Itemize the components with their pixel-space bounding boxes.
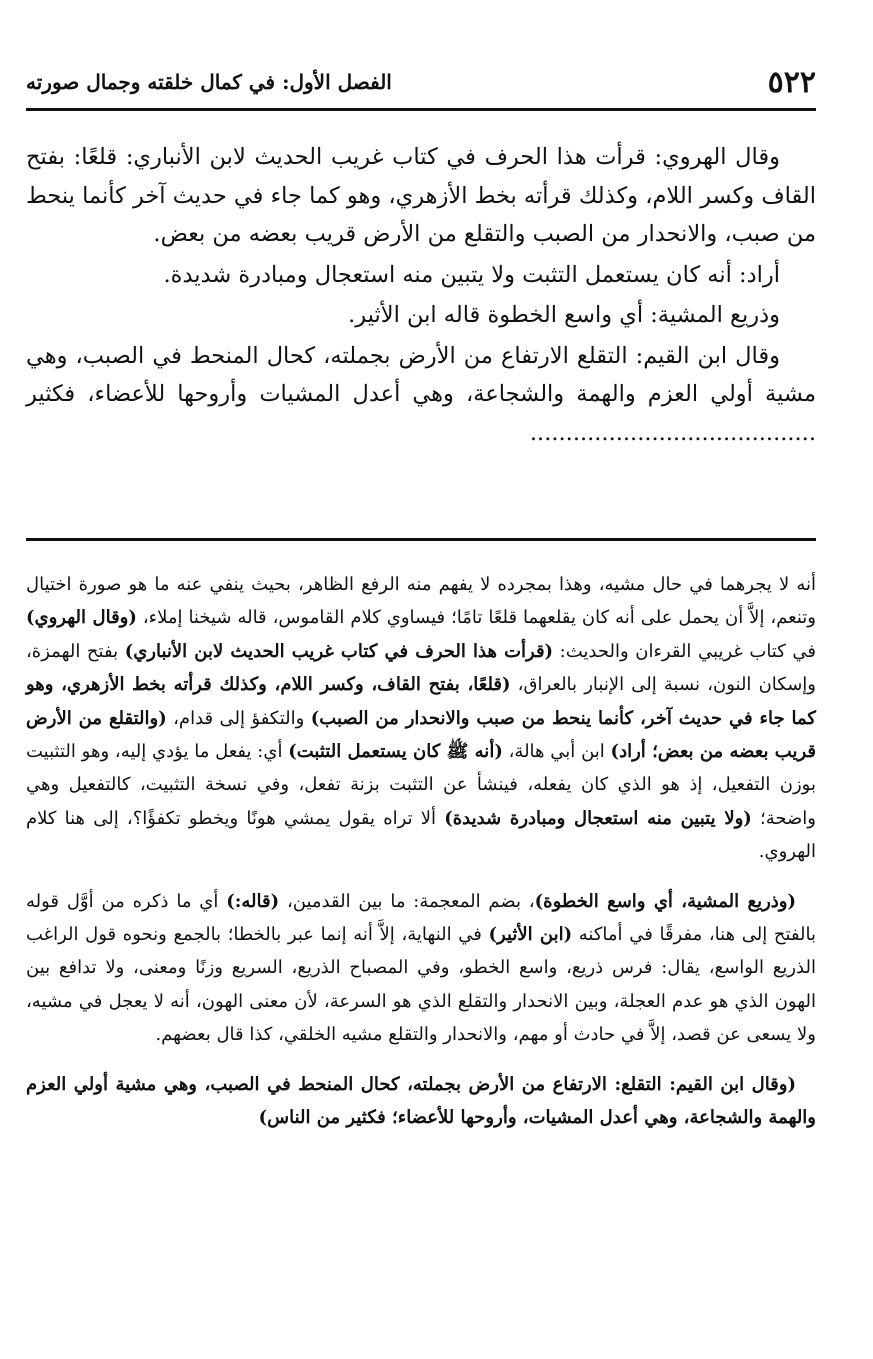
header-divider <box>26 108 816 111</box>
commentary-text <box>26 568 816 1135</box>
commentary-text-span: ألا تراه يقول يمشي هونًا ويخطو تكفؤًا؟، إلى هنا كلام الهروي. <box>26 807 816 863</box>
commentary-paragraph <box>26 568 816 869</box>
quoted-text: (قلعًا، بفتح القاف، وكسر اللام، وكذلك قرأته بخط الأزهري، وهو كما جاء في حديث آخر، كأنما ينحط من صبب والانحدار من الصبب) <box>26 674 816 729</box>
commentary-paragraph <box>26 1068 816 1135</box>
quoted-text: (وقال الهروي) <box>26 607 137 629</box>
commentary-text-span: في النهاية، إلاَّ أنه إنما عبر بالخطا؛ بالجمع ونحوه قول الراغب الذريع الواسع، يقال: فرس ذريع، واسع الخطو، وفي المصباح الذريع، السريع وزنًا ومعنى، ولا تدافع بين الهون الذي هو عدم العجلة، وبين الانحدار والتقلع الذي هو السرعة، لأن معنى الهون، أنه لا يعجل في مشيه، ولا يسعى عن قصد، إلاَّ في حادث أو مهم، والانحدار والتقلع مشيه الخلقي، كذا قال بعضهم. <box>26 924 816 1046</box>
commentary-text-span: أي: يفعل ما يؤدي إليه، وهو التثبيت بوزن التفعيل، إذ هو الذي كان يفعله، فينشأ عن التثبت بزنة تفعل، وفي نسخة التثبيت، كالتفعيل وهي واضحة؛ <box>26 741 816 829</box>
main-paragraph: وذريع المشية: أي واسع الخطوة قاله ابن الأثير. <box>348 302 780 328</box>
quoted-text: (قرأت هذا الحرف في كتاب غريب الحديث لابن الأنباري) <box>124 640 554 662</box>
commentary-text-span: ، بضم المعجمة: ما بين القدمين، <box>279 890 535 912</box>
chapter-title: الفصل الأول: في كمال خلقته وجمال صورته <box>26 70 392 94</box>
quoted-text: (قاله:) <box>226 890 280 912</box>
page-header <box>26 60 816 104</box>
main-paragraph <box>26 337 816 453</box>
commentary-text-span: بفتح الهمزة، وإسكان النون، نسبة إلى الإنبار بالعراق، <box>26 640 817 696</box>
quoted-text: (وقال ابن القيم: التقلع: الارتفاع من الأرض بجملته، كحال المنحط في الصبب، وهي مشية أولي العزم والهمة والشجاعة، وهي أعدل المشيات، وأروحها للأعضاء؛ فكثير من الناس) <box>26 1073 816 1129</box>
continuation-dots: ........................................ <box>529 419 816 446</box>
commentary-text-span: أنه لا يجرهما في حال مشيه، وهذا بمجرده لا يفهم منه الرفع الظاهر، بحيث ينفي عنه ما هو صورة اختيال وتنعم، إلاَّ أن يحمل على أنه كان يقلعهما قلعًا تامًا؛ فيساوي كلام القاموس، قاله شيخنا إملاء، <box>26 574 817 629</box>
commentary-text-span: في كتاب غريبي القرءان والحديث: <box>553 640 816 662</box>
main-paragraph: أراد: أنه كان يستعمل التثبت ولا يتبين منه استعجال ومبادرة شديدة. <box>163 261 780 288</box>
quoted-text: (أنه ﷺ كان يستعمل التثبت) <box>288 741 503 763</box>
commentary-text-span: ابن أبي هالة، <box>502 741 611 763</box>
commentary-paragraph <box>26 885 816 1052</box>
main-paragraph: وقال الهروي: قرأت هذا الحرف في كتاب غريب الحديث لابن الأنباري: قلعًا: بفتح القاف وكسر اللام، وكذلك قرأته بخط الأزهري، وهو كما جاء في حديث آخر كأنما ينحط من صبب، والانحدار من الصبب والتقلع من الأرض قريب بعضه من بعض. <box>26 144 816 247</box>
quoted-text: (ابن الأثير) <box>488 924 573 946</box>
quoted-text: (والتقلع من الأرض قريب بعضه من بعض؛ أراد) <box>26 707 816 763</box>
page-number: ٥٢٢ <box>767 64 816 100</box>
main-paragraph-text: وقال ابن القيم: التقلع الارتفاع من الأرض بجملته، كحال المنحط في الصبب، وهي مشية أولي العزم والهمة والشجاعة، وهي أعدل المشيات وأروحها للأعضاء، فكثير <box>26 342 816 407</box>
commentary-text-span: والتكفؤ إلى قدام، <box>166 707 311 729</box>
commentary-text-span: أي ما ذكره من أوَّل قوله بالفتح إلى هنا، مفرقًا في أماكنه <box>26 890 817 946</box>
footnote-divider <box>26 538 816 541</box>
main-text <box>26 138 816 452</box>
quoted-text: (ولا يتبين منه استعجال ومبادرة شديدة) <box>444 807 752 829</box>
quoted-text: (وذريع المشية، أي واسع الخطوة) <box>534 890 796 912</box>
